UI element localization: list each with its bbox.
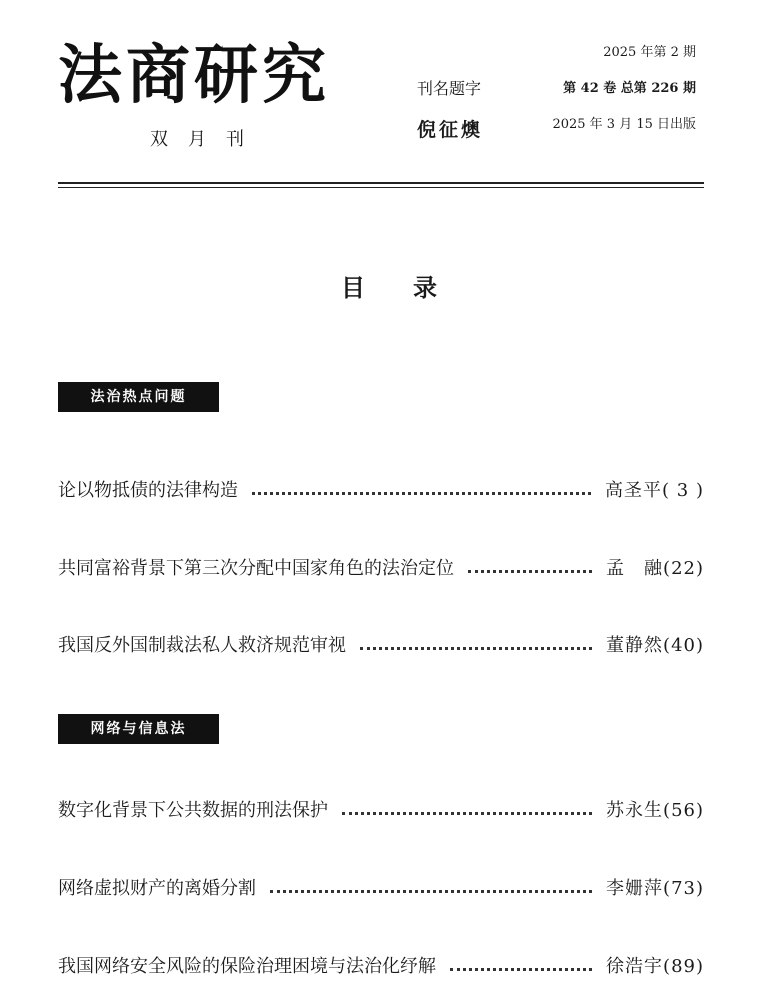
dot-leader (468, 570, 592, 573)
toc-entry-author: 高圣平 (605, 480, 663, 501)
publication-frequency: 双月刊 (150, 129, 264, 150)
issue-volume-total: 第 42 卷 总第 226 期 (563, 81, 696, 96)
toc-entry-title: 我国网络安全风险的保险治理困境与法治化纾解 (58, 956, 436, 977)
toc-entry[interactable] (58, 875, 704, 903)
header-rule-thin (58, 187, 704, 188)
toc-entry-page: (73) (663, 878, 704, 899)
toc-entry[interactable] (58, 555, 704, 583)
toc-entry[interactable] (58, 632, 704, 660)
toc-entry-page: (40) (663, 635, 704, 656)
dot-leader (360, 647, 592, 650)
dot-leader (252, 492, 591, 495)
toc-entry-title: 网络虚拟财产的离婚分割 (58, 878, 256, 899)
journal-title: 法商研究 (58, 38, 330, 113)
toc-entry-author: 孟 融 (606, 558, 664, 579)
toc-entry[interactable] (58, 797, 704, 825)
toc-entry-title: 论以物抵债的法律构造 (58, 480, 238, 501)
section-tag-legal-hot-topics: 法治热点问题 (58, 382, 219, 412)
dot-leader (270, 890, 592, 893)
toc-entry-page: (22) (663, 558, 704, 579)
toc-entry-title: 共同富裕背景下第三次分配中国家角色的法治定位 (58, 558, 454, 579)
dot-leader (342, 812, 592, 815)
toc-entry-page: (56) (663, 800, 704, 821)
toc-entry-author: 苏永生 (606, 800, 664, 821)
toc-entry-title: 数字化背景下公共数据的刑法保护 (58, 800, 328, 821)
section-tag-network-information-law: 网络与信息法 (58, 714, 219, 744)
dot-leader (450, 968, 592, 971)
toc-entry[interactable] (58, 477, 704, 505)
toc-entry-page: ( 3 ) (662, 480, 704, 501)
issue-year-number: 2025 年第 2 期 (603, 45, 696, 60)
issue-info (552, 44, 696, 152)
toc-entry-title: 我国反外国制裁法私人救济规范审视 (58, 635, 346, 656)
toc-entry-author: 李姗萍 (606, 878, 664, 899)
toc-entry-author: 董静然 (606, 635, 664, 656)
inscription-calligrapher: 倪征燠 (417, 119, 484, 141)
header-rule-thick (58, 182, 704, 184)
toc-entry[interactable] (58, 953, 704, 981)
issue-publish-date: 2025 年 3 月 15 日出版 (552, 117, 696, 132)
toc-heading: 目录 (341, 274, 485, 302)
inscription-label: 刊名题字 (417, 79, 482, 98)
toc-entry-page: (89) (663, 956, 704, 977)
toc-entry-author: 徐浩宇 (606, 956, 664, 977)
